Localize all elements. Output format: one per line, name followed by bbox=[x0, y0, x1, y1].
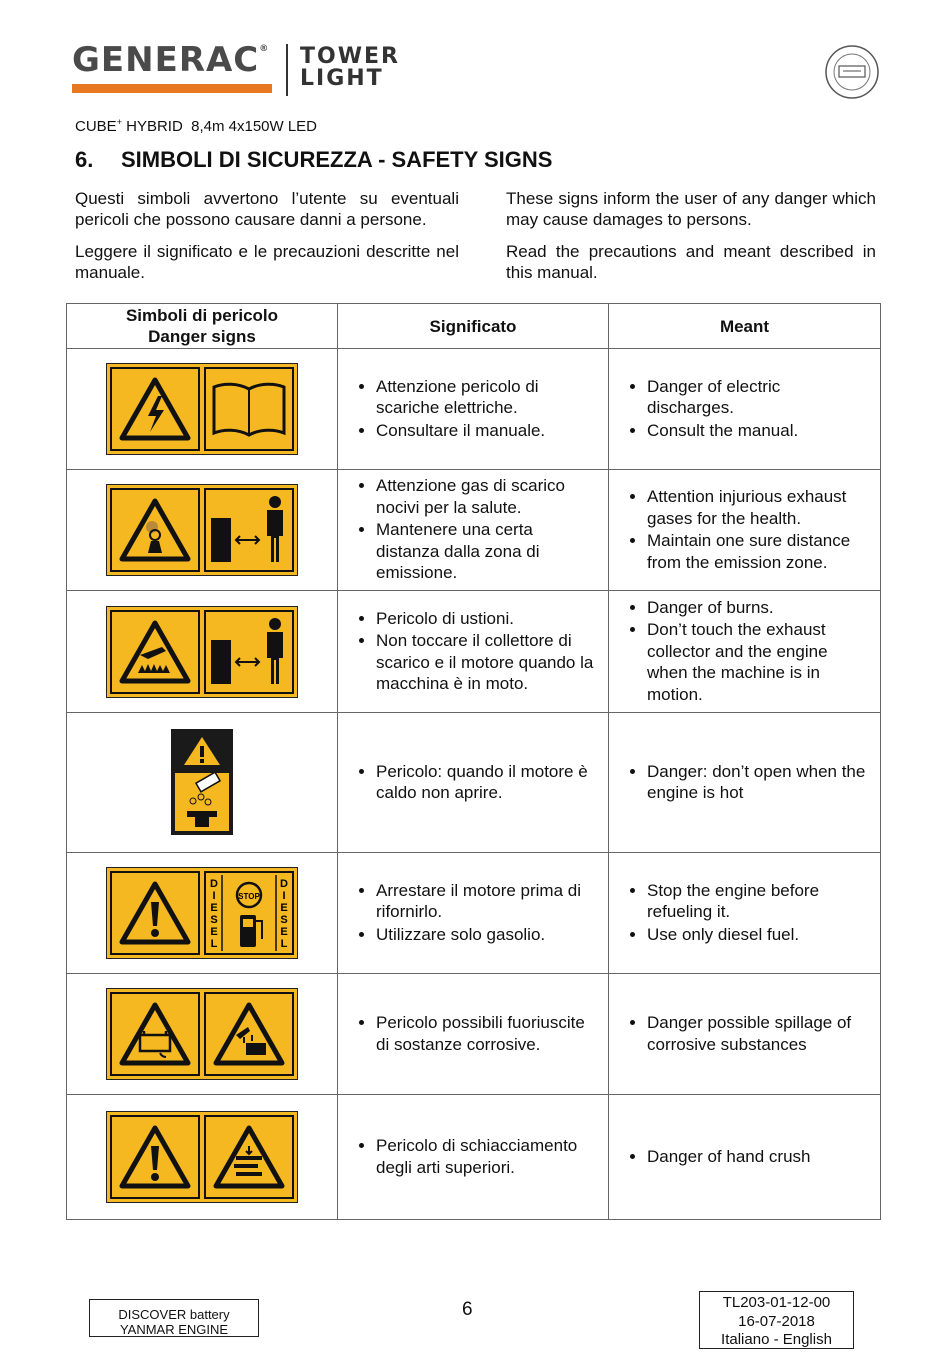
header-symbols bbox=[67, 304, 338, 349]
page-number: 6 bbox=[462, 1299, 473, 1320]
meaning-en-cell bbox=[609, 470, 881, 591]
model-prefix: CUBE bbox=[75, 118, 117, 135]
diesel-letter: E bbox=[210, 902, 218, 914]
electric-hazard-icon bbox=[110, 367, 200, 451]
section-heading bbox=[75, 147, 552, 173]
list-item: • Danger: don’t open when the engine is hot bbox=[647, 761, 871, 804]
doc-code: TL203-01-12-00 bbox=[722, 1294, 831, 1311]
battery-acid-icon bbox=[110, 992, 200, 1076]
diesel-letter: L bbox=[210, 938, 218, 950]
diesel-letter: S bbox=[280, 914, 288, 926]
intro-en-2: Read the precautions and meant described in this manual. bbox=[506, 242, 876, 282]
general-warning-icon bbox=[110, 871, 200, 955]
section-title: SIMBOLI DI SICUREZZA - SAFETY SIGNS bbox=[121, 147, 553, 172]
general-warning-icon bbox=[110, 1115, 200, 1199]
table-row bbox=[67, 591, 881, 713]
meaning-it-cell bbox=[338, 591, 609, 713]
product-line-1: TOWER bbox=[300, 44, 400, 69]
sign-cell bbox=[67, 713, 338, 853]
list-item: • Consult the manual. bbox=[647, 420, 871, 442]
list-item: • Maintain one sure distance from the emission zone. bbox=[647, 530, 871, 573]
table-row bbox=[67, 713, 881, 853]
meaning-it-cell bbox=[338, 349, 609, 470]
meaning-it-cell bbox=[338, 853, 609, 974]
sign-cell bbox=[67, 349, 338, 470]
header-meaning-en: Meant bbox=[609, 304, 881, 349]
header-meaning-it: Significato bbox=[338, 304, 609, 349]
table-row bbox=[67, 349, 881, 470]
footer-left-line2: YANMAR ENGINE bbox=[119, 1322, 229, 1337]
list-item: • Attention injurious exhaust gases for the health. bbox=[647, 486, 871, 529]
corrosive-icon bbox=[204, 992, 294, 1076]
doc-date: 16-07-2018 bbox=[738, 1312, 815, 1330]
diesel-letter: D bbox=[280, 878, 288, 890]
diesel-letter: E bbox=[280, 926, 288, 938]
list-item: • Danger of hand crush bbox=[647, 1146, 871, 1168]
list-item: • Non toccare il collettore di scarico e il motore quando la macchina è in moto. bbox=[376, 630, 599, 695]
sign-pair bbox=[106, 988, 298, 1080]
list-item: • Don’t touch the exhaust collector and the engine when the machine is in motion. bbox=[647, 619, 871, 705]
meaning-it-cell bbox=[338, 713, 609, 853]
list-item: • Utilizzare solo gasolio. bbox=[376, 924, 599, 946]
brand-name: GENERAC bbox=[72, 40, 260, 80]
sign-cell bbox=[67, 470, 338, 591]
stop-label: STOP bbox=[238, 892, 260, 901]
brand-underline bbox=[72, 84, 272, 93]
model-designation bbox=[75, 117, 317, 135]
footer-config-box bbox=[89, 1299, 259, 1337]
brand-mark: ® bbox=[259, 44, 270, 54]
list-item: • Pericolo: quando il motore è caldo non aprire. bbox=[376, 761, 599, 804]
sign-cell bbox=[67, 591, 338, 713]
doc-languages: Italiano - English bbox=[721, 1331, 832, 1348]
sign-cell bbox=[67, 1095, 338, 1220]
list-item: • Pericolo di ustioni. bbox=[376, 608, 599, 630]
hot-surface-icon bbox=[110, 610, 200, 694]
sign-pair bbox=[106, 484, 298, 576]
table-header-row bbox=[67, 304, 881, 349]
list-item: • Arrestare il motore prima di rifornirlo. bbox=[376, 880, 599, 923]
list-item: • Mantenere una certa distanza dalla zona di emissione. bbox=[376, 519, 599, 584]
safety-signs-table bbox=[66, 303, 881, 1220]
footer-left-line1: DISCOVER battery bbox=[118, 1307, 230, 1322]
meaning-it-cell bbox=[338, 974, 609, 1095]
hot-radiator-cap-icon bbox=[171, 729, 233, 835]
meaning-en-cell bbox=[609, 1095, 881, 1220]
product-line-2: LIGHT bbox=[300, 66, 384, 91]
footer-doc-box bbox=[699, 1291, 854, 1349]
section-number: 6. bbox=[75, 147, 94, 172]
model-rest: HYBRID 8,4m 4x150W LED bbox=[121, 118, 318, 135]
diesel-refuel-icon bbox=[204, 871, 294, 955]
meaning-en-cell bbox=[609, 349, 881, 470]
keep-distance-icon bbox=[204, 610, 294, 694]
toxic-exhaust-icon bbox=[110, 488, 200, 572]
header-symbols-line1: Simboli di pericolo bbox=[125, 306, 279, 325]
meaning-en-cell bbox=[609, 713, 881, 853]
table-row bbox=[67, 974, 881, 1095]
list-item: • Attenzione pericolo di scariche elettriche. bbox=[376, 376, 599, 419]
hand-crush-icon bbox=[204, 1115, 294, 1199]
logo-divider bbox=[286, 44, 288, 96]
diesel-letter: E bbox=[280, 902, 288, 914]
list-item: • Pericolo di schiacciamento degli arti superiori. bbox=[376, 1135, 599, 1178]
meaning-it-cell bbox=[338, 1095, 609, 1220]
list-item: • Danger possible spillage of corrosive substances bbox=[647, 1012, 871, 1055]
sign-pair bbox=[106, 867, 298, 959]
list-item: • Consultare il manuale. bbox=[376, 420, 599, 442]
list-item: • Danger of burns. bbox=[647, 597, 871, 619]
diesel-letter: S bbox=[210, 914, 218, 926]
table-row bbox=[67, 1095, 881, 1220]
brand-logo bbox=[72, 40, 269, 80]
diesel-letter: E bbox=[210, 926, 218, 938]
list-item: • Danger of electric discharges. bbox=[647, 376, 871, 419]
diesel-letter: D bbox=[210, 878, 218, 890]
meaning-en-cell bbox=[609, 591, 881, 713]
sign-cell bbox=[67, 974, 338, 1095]
read-manual-icon bbox=[204, 367, 294, 451]
list-item: • Stop the engine before refueling it. bbox=[647, 880, 871, 923]
diesel-letter: L bbox=[280, 938, 288, 950]
list-item: • Attenzione gas di scarico nocivi per la salute. bbox=[376, 475, 599, 518]
table-row bbox=[67, 853, 881, 974]
quality-seal-icon bbox=[824, 44, 880, 100]
sign-pair bbox=[106, 1111, 298, 1203]
list-item: • Pericolo possibili fuoriuscite di sostanze corrosive. bbox=[376, 1012, 599, 1055]
diesel-letter: I bbox=[282, 890, 286, 902]
sign-cell bbox=[67, 853, 338, 974]
intro-it-2: Leggere il significato e le precauzioni descritte nel manuale. bbox=[75, 242, 459, 282]
sign-pair bbox=[106, 606, 298, 698]
product-line-logo bbox=[300, 46, 400, 90]
table-row bbox=[67, 470, 881, 591]
meaning-en-cell bbox=[609, 974, 881, 1095]
list-item: • Use only diesel fuel. bbox=[647, 924, 871, 946]
sign-pair bbox=[106, 363, 298, 455]
intro-en-1: These signs inform the user of any danger which may cause damages to persons. bbox=[506, 189, 876, 229]
model-superscript: + bbox=[116, 117, 122, 127]
meaning-it-cell bbox=[338, 470, 609, 591]
intro-it-1: Questi simboli avvertono l’utente su eventuali pericoli che possono causare danni a persone. bbox=[75, 189, 459, 229]
diesel-letter: I bbox=[212, 890, 216, 902]
meaning-en-cell bbox=[609, 853, 881, 974]
header-symbols-line2: Danger signs bbox=[148, 327, 256, 346]
keep-distance-icon bbox=[204, 488, 294, 572]
